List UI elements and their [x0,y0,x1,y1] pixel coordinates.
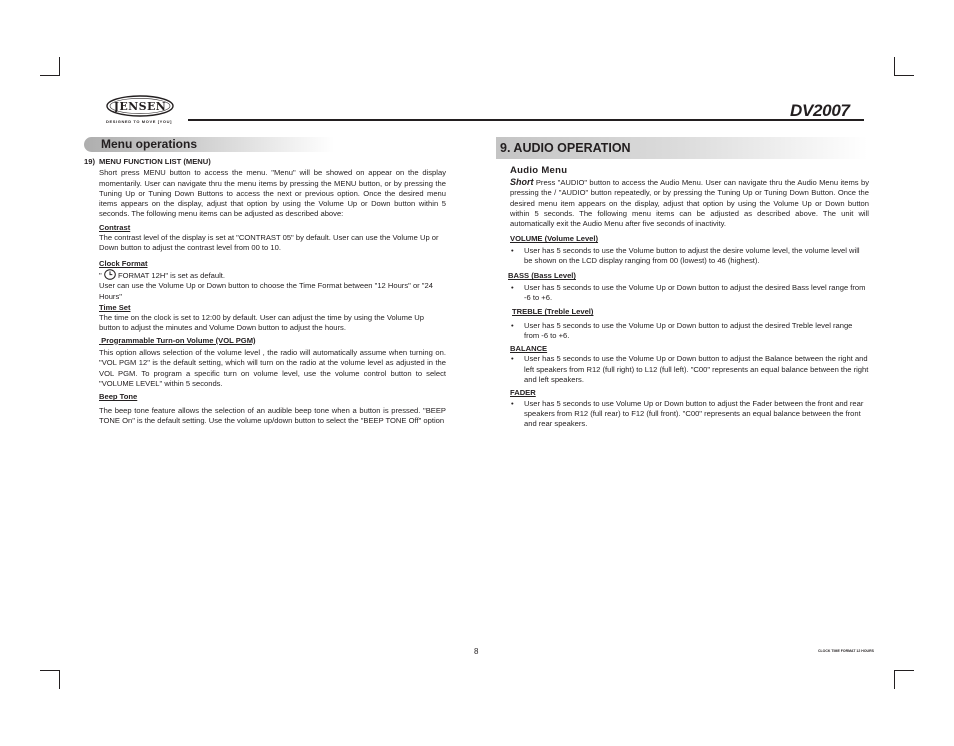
bullet: • [511,245,514,255]
header-rule [188,119,864,121]
fader-heading: FADER [510,388,536,398]
contrast-heading: Contrast [99,222,131,232]
time-set-heading: Time Set [99,302,131,312]
clock-format-line2: User can use the Volume Up or Down button to choose the Time Format between "12 Hours" or "24 Hours" [99,281,433,301]
item-title: MENU FUNCTION LIST (MENU) [99,157,211,166]
clock-format-heading: Clock Format [99,258,148,268]
bullet: • [511,320,514,330]
time-set-text: The time on the clock is set to 12:00 by default. User can adjust the time by using the Volume Up button to adjust the minutes and Volume Down button to adjust the hours. [99,313,425,333]
page-number: 8 [474,647,479,656]
crop-mark-top-right-h [895,75,914,76]
bass-text: User has 5 seconds to use the Volume Up or Down button to adjust the desired Bass level range from -6 to +6. [524,282,866,302]
vol-pgm-heading-text: Programmable Turn-on Volume (VOL PGM) [101,335,256,345]
balance-heading: BALANCE [510,344,548,354]
section-title-bar-left [84,137,334,152]
audio-intro-paragraph [510,177,869,229]
crop-mark-top-left-v [59,57,60,76]
audio-intro-text: Press "AUDIO" button to access the Audio Menu. User can navigate thru the Audio Menu items by pressing the / "AUDIO" button repeatedly, or by pressing the Tuning Up or Tuning Down Button. Once the desired menu item appears on the display, adjust that option by using the Volume Up or Down button within 5 seconds. The following menu items can be adjusted as described above. The unit will automatically exit the Audio Menu after five seconds of inactivity. [510,178,869,229]
treble-item [510,321,869,342]
bass-heading: BASS (Bass Level) [508,271,576,281]
crop-mark-bottom-right-h [895,670,914,671]
crop-mark-top-right-v [894,57,895,76]
footer-note: CLOCK TIME FORMAT 12 HOURS [818,649,874,653]
section-title-audio-operation: 9. AUDIO OPERATION [500,141,631,155]
brand-text: JENSEN [113,100,167,113]
treble-text: User has 5 seconds to use the Volume Up or Down button to adjust the desired Treble level range from -6 to +6. [524,320,853,340]
contrast-text: The contrast level of the display is set at "CONTRAST 05" by default. User can use the Volume Up or Down button to adjust the contrast level from 00 to 10. [99,233,439,253]
clock-format-line1 [99,269,446,281]
balance-item [510,354,869,385]
item-number: 19) [84,157,95,166]
treble-heading: TREBLE (Treble Level) [512,307,594,317]
vol-pgm-heading [99,336,446,346]
balance-text: User has 5 seconds to use the Volume Up or Down button to adjust the Balance between the right and left speakers from R12 (full right) to L12 (full left). "C00" represents an equal balance between the right and left speakers. [524,354,869,385]
bullet: • [511,398,514,408]
crop-mark-bottom-right-v [894,670,895,689]
fader-text: User has 5 seconds to use Volume Up or Down button to adjust the Fader between the front and rear speakers from R12 (full rear) to F12 (full front). "C00" represents an equal balance between the front and rear speakers. [524,398,864,429]
clock-format-default: FORMAT 12H" is set as default. [117,270,226,280]
volume-text: User has 5 seconds to use the Volume button to adjust the desire volume level, the volume level will be shown on the LCD display ranging from 00 (lowest) to 46 (highest). [524,245,860,266]
brand-tagline: DESIGNED TO MOVE [YOU] [106,119,173,124]
clock-icon [104,269,116,280]
model-number: DV2007 [790,101,850,120]
crop-mark-top-left-h [40,75,59,76]
clock-quote: " [99,270,102,280]
right-column [510,165,869,430]
fader-item [510,399,869,430]
crop-mark-bottom-left-v [59,670,60,689]
jensen-logo [106,95,174,117]
vol-pgm-text: This option allows selection of the volume level , the radio will automatically assume when turning on. "VOL PGM 12" is the default setting, which will turn on the radio at the volume level as adjusted in the VOL PGM. To program a specific turn on volume level, use the volume control button to select "VOLUME LEVEL" within 5 seconds. [99,348,446,388]
volume-item [510,246,869,267]
section-title-bar-right [496,137,868,159]
section-title-menu-operations: Menu operations [101,137,198,151]
bullet: • [511,354,514,364]
left-column [99,157,446,426]
bullet: • [511,282,514,292]
beep-tone-text: The beep tone feature allows the selection of an audible beep tone when a button is pressed. "BEEP TONE On" is the default setting. Use the volume up/down button to select the "BEEP TONE Off" option [99,405,446,425]
menu-intro-paragraph: Short press MENU button to access the menu. "Menu" will be showed on appear on the display momentarily. User can navigate thru the menu items by pressing the MENU button, or by pressing the Tuning Up or Tuning Down Buttons to access the next or previous option. Once the desired menu items appears on the display, adjust that option by using the Volume Up or Down button within 5 seconds. The following menu items can be adjusted as described above: [99,168,446,219]
beep-tone-heading: Beep Tone [99,392,138,402]
bass-item [510,283,869,304]
crop-mark-bottom-left-h [40,670,59,671]
volume-heading: VOLUME (Volume Level) [510,234,599,244]
audio-menu-heading: Audio Menu [510,165,568,176]
audio-intro-lead: Short [510,177,534,187]
